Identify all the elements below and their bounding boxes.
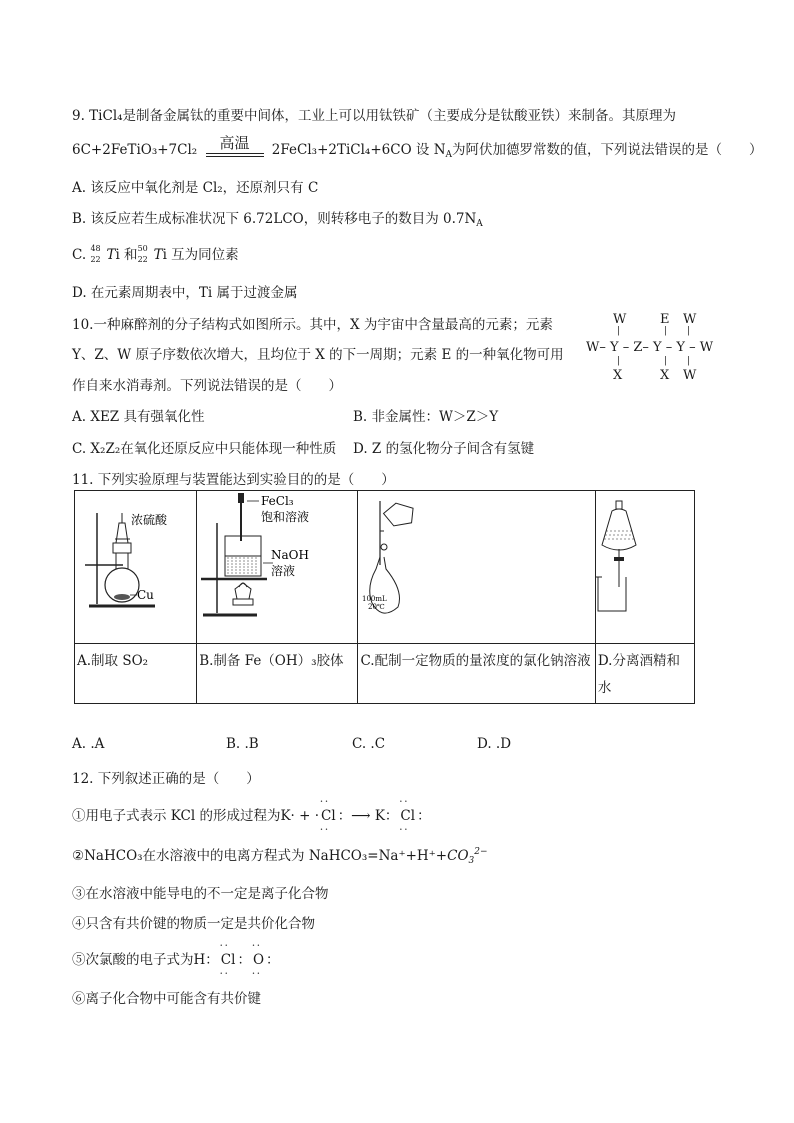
q9-option-b: B. 该反应若生成标准状况下 6.72LCO，则转移电子的数目为 $0.7N_A$ bbox=[72, 211, 483, 229]
q11-option-d: D. .D bbox=[477, 736, 512, 752]
apparatus-c-cell bbox=[358, 491, 595, 644]
q9-option-d: D. 在元素周期表中，Ti 属于过渡金属 bbox=[72, 285, 298, 301]
q9-option-c: C. 48 22 Ti 和 50 22 Ti 互为同位素 bbox=[72, 243, 239, 264]
q11-option-b: B. .B bbox=[226, 736, 259, 752]
caption-b: B.制备 Fe（OH）₃胶体 bbox=[197, 644, 358, 704]
q10-option-c: C. X₂Z₂在氧化还原反应中只能体现一种性质 bbox=[72, 441, 337, 457]
label-fecl3: FeCl₃ bbox=[261, 494, 294, 508]
caption-d: D.分离酒精和水 bbox=[595, 644, 694, 704]
isotope-ti50: 50 22 bbox=[137, 243, 148, 264]
q10-option-b: B. 非金属性：W＞Z＞Y bbox=[353, 409, 499, 425]
apparatus-a-diagram bbox=[75, 491, 196, 639]
q9-equation bbox=[72, 133, 763, 162]
struct-top-w1: W bbox=[613, 312, 627, 327]
struct-top-e: E bbox=[660, 312, 670, 327]
label-solution: 溶液 bbox=[271, 564, 296, 578]
apparatus-d-diagram bbox=[596, 491, 694, 639]
experiment-table bbox=[74, 490, 695, 704]
apparatus-d-cell bbox=[595, 491, 694, 644]
caption-c: C.配制一定物质的量浓度的氯化钠溶液 bbox=[358, 644, 595, 704]
q10-option-a: A. XEZ 具有强氧化性 bbox=[72, 409, 205, 425]
q9-eq-left: 6C+2FeTiO₃+7Cl₂ bbox=[72, 142, 198, 158]
struct-bottom-x1: X bbox=[613, 368, 623, 383]
struct-bottom-x2: X bbox=[660, 368, 670, 383]
label-saturated-solution: 饱和溶液 bbox=[261, 510, 310, 524]
q9-eq-tail: 为阿伏加德罗常数的值，下列说法错误的是（ ） bbox=[452, 142, 763, 158]
q12-statement-3: ③在水溶液中能导电的不一定是离子化合物 bbox=[72, 886, 329, 902]
q10-stem-1: 10.一种麻醉剂的分子结构式如图所示。其中，X 为宇宙中含量最高的元素；元素 bbox=[72, 317, 553, 333]
struct-top-w2: W bbox=[683, 312, 697, 327]
q12-statement-5: ⑤次氯酸的电子式为H：•• Cl •• ：•• O •• ： bbox=[72, 948, 280, 968]
q12-stem: 12. 下列叙述正确的是（ ） bbox=[72, 771, 260, 787]
q9-stem: 9. TiCl₄是制备金属钛的重要中间体，工业上可以用钛铁矿（主要成分是钛酸亚铁）来制备。其原理为 bbox=[72, 108, 677, 124]
label-conc-sulfuric: 浓硫酸 bbox=[131, 513, 168, 527]
struct-middle: W– Y – Z– Y – Y – W bbox=[586, 340, 714, 355]
molecule-structure: W E W | | | W– Y – Z– Y – Y – W | | | X X W bbox=[586, 312, 714, 383]
q10-option-d: D. Z 的氢化物分子间含有氢键 bbox=[353, 441, 535, 457]
apparatus-b-cell bbox=[197, 491, 358, 644]
q12-statement-1: ①用电子式表示 KCl 的形成过程为K· + ·•• Cl •• ：⟶ K：•• Cl •• ： bbox=[72, 804, 431, 824]
q11-option-c: C. .C bbox=[352, 736, 386, 752]
q12-statement-2: ②NaHCO₃在水溶液中的电离方程式为 $NaHCO_3=Na^++H^++CO_3^{2-}$ bbox=[72, 847, 488, 866]
isotope-ti48: 48 22 bbox=[90, 243, 101, 264]
apparatus-c-diagram bbox=[358, 491, 594, 639]
q9-option-a: A. 该反应中氧化剂是 Cl₂，还原剂只有 C bbox=[72, 180, 319, 196]
q9-eq-arrow bbox=[206, 133, 264, 162]
label-naoh: NaOH bbox=[271, 548, 310, 562]
q9-na-sub: A bbox=[445, 150, 453, 160]
label-cu: Cu bbox=[137, 588, 154, 602]
q12-statement-6: ⑥离子化合物中可能含有共价键 bbox=[72, 991, 261, 1007]
q11-option-a: A. .A bbox=[72, 736, 105, 752]
label-flask-volume: 100mL bbox=[362, 595, 388, 603]
label-flask-temp: 20℃ bbox=[368, 603, 386, 611]
q10-stem-2: Y、Z、W 原子序数依次增大，且均位于 X 的下一周期；元素 E 的一种氧化物可用 bbox=[72, 347, 564, 363]
q11-stem: 11. 下列实验原理与装置能达到实验目的的是（ ） bbox=[72, 472, 395, 488]
q9-eq-right: 2FeCl₃+2TiCl₄+6CO 设 N bbox=[271, 142, 446, 158]
apparatus-b-diagram bbox=[197, 491, 357, 639]
q12-statement-4: ④只含有共价键的物质一定是共价化合物 bbox=[72, 916, 315, 932]
struct-bottom-w: W bbox=[683, 368, 697, 383]
caption-a: A.制取 SO₂ bbox=[75, 644, 197, 704]
apparatus-a-cell bbox=[75, 491, 197, 644]
q9-eq-condition: 高温 bbox=[219, 133, 250, 152]
q10-stem-3: 作自来水消毒剂。下列说法错误的是（ ） bbox=[72, 378, 342, 394]
